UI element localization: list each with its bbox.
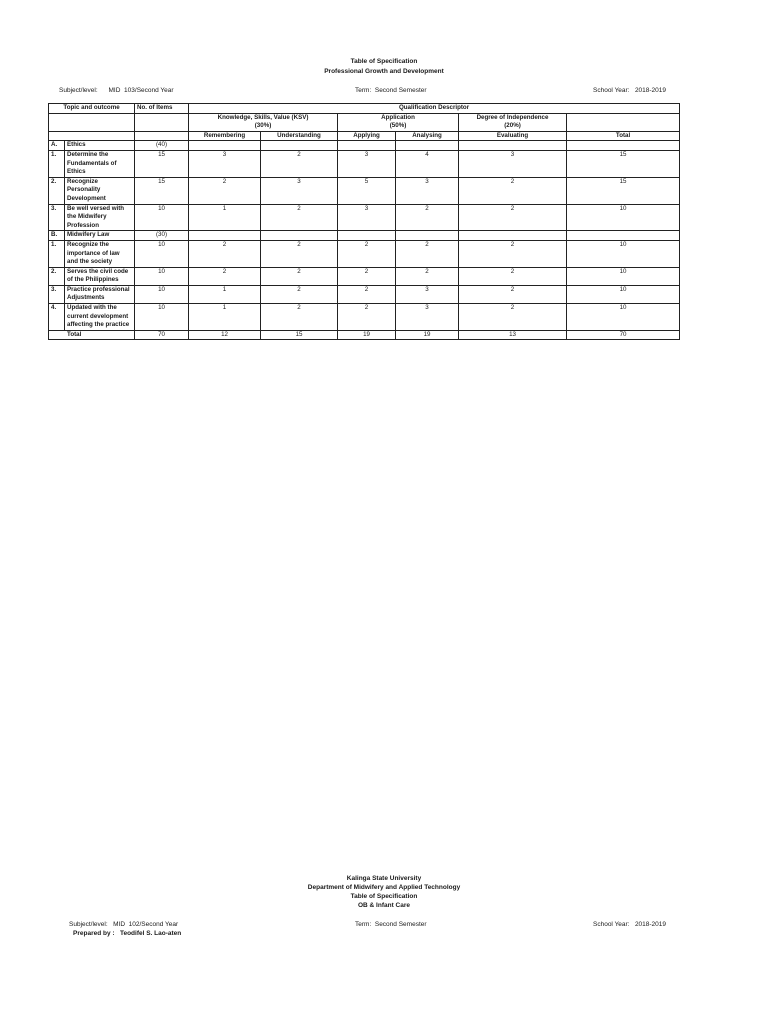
header-row-3 [49,131,680,141]
applying-header: Applying [338,131,396,141]
evaluating-header: Evaluating [459,131,567,141]
row-number: 2. [49,267,65,285]
section-number: A. [49,141,65,151]
table-row [49,177,680,204]
subject-value: MID 103/Second Year [108,87,174,94]
row-understanding: 2 [261,204,338,231]
specification-table [48,103,680,340]
row-analysing: 3 [396,304,459,331]
row-number: 1. [49,240,65,267]
section-row-ethics [49,141,680,151]
row-number: 4. [49,304,65,331]
table-row [49,240,680,267]
table-row [49,150,680,177]
row-analysing: 4 [396,150,459,177]
col-items-header: No. of Items [135,104,189,114]
school-year-value-2: 2018-2019 [634,921,667,928]
school-year [593,87,666,94]
row-evaluating: 2 [459,177,567,204]
doc-subtitle: Professional Growth and Development [324,68,444,75]
row-analysing: 3 [396,285,459,303]
row-evaluating: 2 [459,240,567,267]
row-total: 10 [567,285,680,303]
row-items: 10 [135,240,189,267]
application-group-header: Application (50%) [338,113,459,131]
row-number: 2. [49,177,65,204]
total-items: 70 [135,330,189,340]
header-row-2 [49,113,680,131]
row-evaluating: 3 [459,150,567,177]
subject-level [59,87,174,94]
row-applying: 3 [338,204,396,231]
row-remembering: 1 [189,285,261,303]
row-items: 10 [135,304,189,331]
subject-label: Subject/level: [59,87,98,94]
row-remembering: 2 [189,240,261,267]
remembering-header: Remembering [189,131,261,141]
row-items: 10 [135,285,189,303]
row-analysing: 3 [396,177,459,204]
row-understanding: 2 [261,285,338,303]
section-items: (40) [135,141,189,151]
table-row [49,204,680,231]
row-items: 10 [135,267,189,285]
row-evaluating: 2 [459,204,567,231]
row-topic: Serves the civil code of the Philippines [65,267,135,285]
row-remembering: 1 [189,204,261,231]
col-topic-header: Topic and outcome [49,104,135,114]
row-topic: Recognize Personality Development [65,177,135,204]
row-understanding: 3 [261,177,338,204]
row-items: 15 [135,177,189,204]
row-evaluating: 2 [459,285,567,303]
row-applying: 2 [338,240,396,267]
row-total: 15 [567,177,680,204]
prepared-by [73,930,181,937]
row-total: 10 [567,240,680,267]
row-understanding: 2 [261,240,338,267]
school-year-2 [593,921,666,928]
doc-title-2: Table of Specification [350,893,418,900]
total-understanding: 15 [261,330,338,340]
row-remembering: 3 [189,150,261,177]
row-remembering: 2 [189,177,261,204]
row-remembering: 1 [189,304,261,331]
row-topic: Determine the Fundamentals of Ethics [65,150,135,177]
row-items: 10 [135,204,189,231]
row-evaluating: 2 [459,304,567,331]
row-applying: 2 [338,304,396,331]
section-number: B. [49,231,65,241]
section-items: (30) [135,231,189,241]
total-row [49,330,680,340]
row-remembering: 2 [189,267,261,285]
row-applying: 2 [338,267,396,285]
row-analysing: 2 [396,204,459,231]
school-year-label-2: School Year: [593,921,630,928]
school-year-label: School Year: [593,87,630,94]
ksv-group-header: Knowledge, Skills, Value (KSV) (30%) [189,113,338,131]
row-applying: 2 [338,285,396,303]
row-total: 10 [567,304,680,331]
row-understanding: 2 [261,267,338,285]
prepared-value: Teodifel S. Lao-aten [119,930,182,937]
total-total: 70 [567,330,680,340]
total-label: Total [49,330,135,340]
row-understanding: 2 [261,150,338,177]
section-topic: Ethics [65,141,135,151]
row-topic: Recognize the importance of law and the society [65,240,135,267]
row-topic: Be well versed with the Midwifery Profession [65,204,135,231]
subject-level-2 [69,921,178,928]
independence-group-header: Degree of Independence (20%) [459,113,567,131]
row-total: 15 [567,150,680,177]
subject-label-2: Subject/level: [69,921,108,928]
row-items: 15 [135,150,189,177]
total-evaluating: 13 [459,330,567,340]
doc-title: Table of Specification [350,58,418,65]
row-evaluating: 2 [459,267,567,285]
table-row [49,267,680,285]
row-analysing: 2 [396,267,459,285]
row-topic: Practice professional Adjustments [65,285,135,303]
understanding-header: Understanding [261,131,338,141]
prepared-label: Prepared by : [73,930,115,937]
header-row-1 [49,104,680,114]
row-total: 10 [567,267,680,285]
department-name: Department of Midwifery and Applied Technology [307,884,461,891]
row-applying: 5 [338,177,396,204]
row-number: 1. [49,150,65,177]
qualification-descriptor-header: Qualification Descriptor [189,104,680,114]
row-analysing: 2 [396,240,459,267]
total-header: Total [567,131,680,141]
table-row [49,304,680,331]
university-name: Kalinga State University [346,875,422,882]
analysing-header: Analysing [396,131,459,141]
row-applying: 3 [338,150,396,177]
school-year-value: 2018-2019 [634,87,667,94]
row-total: 10 [567,204,680,231]
term-2: Term: Second Semester [355,921,427,928]
table-row [49,285,680,303]
row-number: 3. [49,204,65,231]
row-understanding: 2 [261,304,338,331]
section-row-midwifery-law [49,231,680,241]
section-topic: Midwifery Law [65,231,135,241]
total-analysing: 19 [396,330,459,340]
doc-subtitle-2: OB & Infant Care [357,902,410,909]
total-applying: 19 [338,330,396,340]
term: Term: Second Semester [355,87,427,94]
row-number: 3. [49,285,65,303]
subject-value-2: MID 102/Second Year [113,921,179,928]
row-topic: Updated with the current development affecting the practice [65,304,135,331]
total-remembering: 12 [189,330,261,340]
